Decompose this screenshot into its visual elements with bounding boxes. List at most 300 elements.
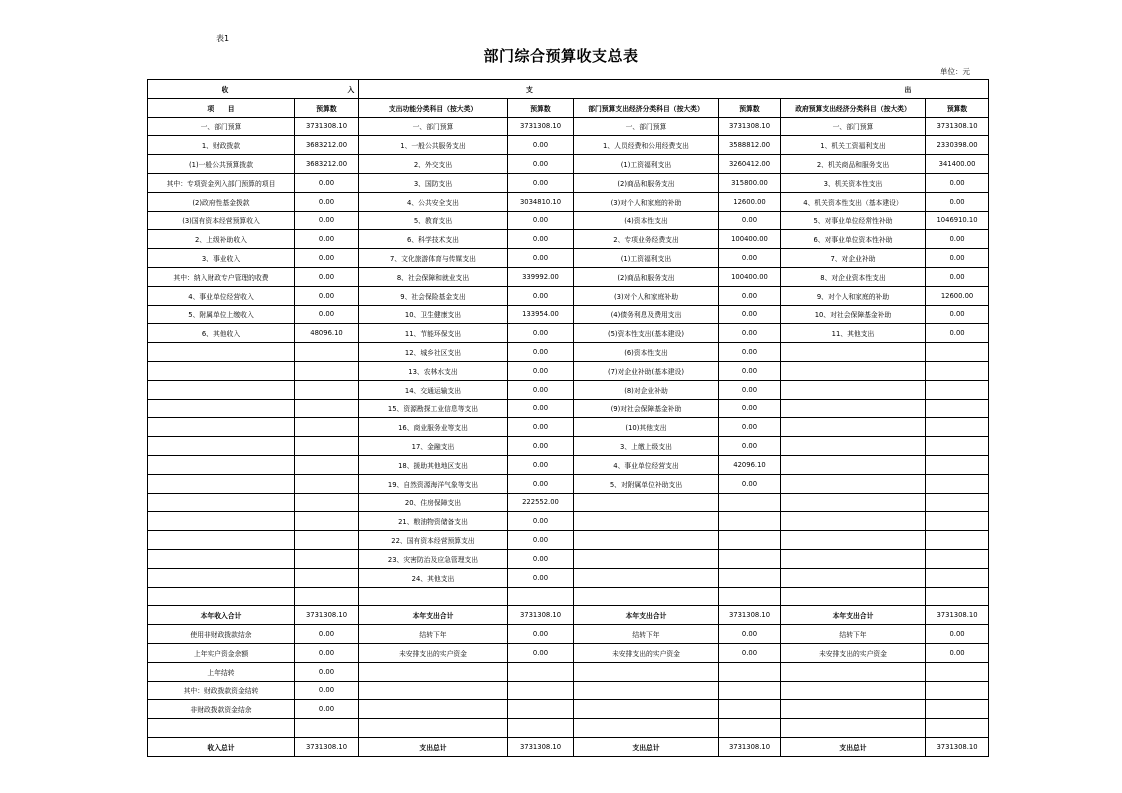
gov-econ-amount-cell: 0.00	[926, 625, 989, 644]
function-amount-cell: 0.00	[508, 437, 574, 456]
dept-econ-amount-cell: 3731308.10	[719, 606, 781, 625]
gov-econ-item-cell	[781, 512, 926, 531]
gov-econ-amount-cell: 1046910.10	[926, 211, 989, 230]
gov-econ-amount-cell: 0.00	[926, 230, 989, 249]
dept-econ-amount-cell	[719, 531, 781, 550]
function-item-cell: 5、教育支出	[359, 211, 508, 230]
gov-econ-item-cell	[781, 681, 926, 700]
function-amount-cell: 0.00	[508, 343, 574, 362]
dept-econ-amount-cell	[719, 662, 781, 681]
function-item-cell: 支出功能分类科目（按大类）	[359, 98, 508, 117]
income-item-cell	[148, 380, 295, 399]
income-amount-cell: 0.00	[295, 230, 359, 249]
function-amount-cell: 339992.00	[508, 267, 574, 286]
function-item-cell	[359, 587, 508, 606]
function-amount-cell: 预算数	[508, 98, 574, 117]
gov-econ-item-cell: 5、对事业单位经常性补助	[781, 211, 926, 230]
income-item-cell: 收入总计	[148, 737, 295, 756]
gov-econ-item-cell	[781, 437, 926, 456]
income-amount-cell	[295, 361, 359, 380]
table-number: 表1	[216, 34, 230, 43]
function-amount-cell: 0.00	[508, 455, 574, 474]
function-item-cell: 本年支出合计	[359, 606, 508, 625]
gov-econ-item-cell	[781, 474, 926, 493]
table-row	[148, 173, 989, 192]
function-amount-cell: 133954.00	[508, 305, 574, 324]
dept-econ-amount-cell: 315800.00	[719, 173, 781, 192]
gov-econ-item-cell: 2、机关商品和服务支出	[781, 155, 926, 174]
dept-econ-item-cell: (3)对个人和家庭补助	[574, 286, 719, 305]
income-amount-cell	[295, 568, 359, 587]
function-item-cell: 19、自然资源海洋气象等支出	[359, 474, 508, 493]
income-header-char-1: 收	[221, 86, 229, 94]
function-item-cell: 22、国有资本经营预算支出	[359, 531, 508, 550]
dept-econ-amount-cell: 0.00	[719, 211, 781, 230]
income-amount-cell	[295, 531, 359, 550]
gov-econ-amount-cell	[926, 681, 989, 700]
income-item-cell: (3)国有资本经营预算收入	[148, 211, 295, 230]
table-row	[148, 474, 989, 493]
function-item-cell: 7、文化旅游体育与传媒支出	[359, 249, 508, 268]
gov-econ-item-cell	[781, 380, 926, 399]
dept-econ-amount-cell	[719, 681, 781, 700]
table-row	[148, 493, 989, 512]
dept-econ-item-cell	[574, 512, 719, 531]
gov-econ-item-cell	[781, 549, 926, 568]
function-item-cell: 12、城乡社区支出	[359, 343, 508, 362]
income-amount-cell: 3683212.00	[295, 155, 359, 174]
function-item-cell: 15、资源勘探工业信息等支出	[359, 399, 508, 418]
expense-header-char-1: 支	[525, 85, 533, 94]
function-amount-cell: 0.00	[508, 230, 574, 249]
dept-econ-item-cell	[574, 493, 719, 512]
income-amount-cell: 48096.10	[295, 324, 359, 343]
table-row	[148, 399, 989, 418]
table-row	[148, 305, 989, 324]
income-item-cell: 4、事业单位经营收入	[148, 286, 295, 305]
gov-econ-item-cell	[781, 662, 926, 681]
function-amount-cell	[508, 700, 574, 719]
gov-econ-amount-cell	[926, 493, 989, 512]
function-amount-cell: 3731308.10	[508, 117, 574, 136]
function-amount-cell: 3731308.10	[508, 606, 574, 625]
page-title: 部门综合预算收支总表	[483, 47, 639, 65]
income-header-char-2: 入	[347, 86, 355, 94]
function-amount-cell: 3731308.10	[508, 737, 574, 756]
income-item-cell: 使用非财政拨款结余	[148, 625, 295, 644]
gov-econ-item-cell: 7、对企业补助	[781, 249, 926, 268]
dept-econ-amount-cell: 0.00	[719, 418, 781, 437]
function-amount-cell: 0.00	[508, 549, 574, 568]
function-amount-cell: 0.00	[508, 286, 574, 305]
income-amount-cell	[295, 474, 359, 493]
gov-econ-item-cell	[781, 587, 926, 606]
income-item-cell	[148, 587, 295, 606]
dept-econ-amount-cell: 3731308.10	[719, 737, 781, 756]
dept-econ-amount-cell: 100400.00	[719, 230, 781, 249]
income-amount-cell: 0.00	[295, 249, 359, 268]
dept-econ-item-cell	[574, 662, 719, 681]
table-row	[148, 531, 989, 550]
income-item-cell: (2)政府性基金拨款	[148, 192, 295, 211]
income-amount-cell: 0.00	[295, 286, 359, 305]
gov-econ-amount-cell	[926, 399, 989, 418]
income-amount-cell: 0.00	[295, 625, 359, 644]
gov-econ-amount-cell	[926, 700, 989, 719]
expense-section-header	[359, 80, 989, 99]
income-amount-cell: 0.00	[295, 173, 359, 192]
table-row	[148, 324, 989, 343]
income-amount-cell: 0.00	[295, 305, 359, 324]
function-item-cell: 结转下年	[359, 625, 508, 644]
gov-econ-amount-cell: 2330398.00	[926, 136, 989, 155]
income-amount-cell	[295, 418, 359, 437]
function-item-cell: 13、农林水支出	[359, 361, 508, 380]
dept-econ-item-cell	[574, 568, 719, 587]
income-item-cell	[148, 493, 295, 512]
function-item-cell: 支出总计	[359, 737, 508, 756]
gov-econ-amount-cell	[926, 343, 989, 362]
dept-econ-item-cell: (2)商品和服务支出	[574, 173, 719, 192]
income-amount-cell	[295, 493, 359, 512]
dept-econ-item-cell	[574, 700, 719, 719]
dept-econ-amount-cell: 0.00	[719, 625, 781, 644]
income-item-cell	[148, 568, 295, 587]
income-item-cell: 非财政拨款资金结余	[148, 700, 295, 719]
function-item-cell: 2、外交支出	[359, 155, 508, 174]
expense-header-char-2: 出	[904, 85, 912, 94]
gov-econ-amount-cell	[926, 437, 989, 456]
grand-total-row	[148, 737, 989, 756]
dept-econ-amount-cell: 0.00	[719, 399, 781, 418]
income-amount-cell: 0.00	[295, 662, 359, 681]
function-amount-cell: 0.00	[508, 173, 574, 192]
gov-econ-amount-cell	[926, 380, 989, 399]
dept-econ-item-cell: (2)商品和服务支出	[574, 267, 719, 286]
table-row	[148, 700, 989, 719]
function-item-cell: 8、社会保障和就业支出	[359, 267, 508, 286]
gov-econ-amount-cell: 3731308.10	[926, 117, 989, 136]
dept-econ-amount-cell: 0.00	[719, 286, 781, 305]
table-row	[148, 361, 989, 380]
function-item-cell: 3、国防支出	[359, 173, 508, 192]
function-amount-cell: 222552.00	[508, 493, 574, 512]
gov-econ-amount-cell: 3731308.10	[926, 606, 989, 625]
table-row	[148, 643, 989, 662]
function-amount-cell: 0.00	[508, 568, 574, 587]
income-item-cell: 其中：专项资金列入部门预算的项目	[148, 173, 295, 192]
gov-econ-amount-cell	[926, 531, 989, 550]
gov-econ-amount-cell	[926, 474, 989, 493]
income-amount-cell	[295, 399, 359, 418]
income-amount-cell	[295, 343, 359, 362]
column-header-row	[148, 98, 989, 117]
dept-econ-item-cell: 支出总计	[574, 737, 719, 756]
table-row	[148, 418, 989, 437]
function-amount-cell: 0.00	[508, 418, 574, 437]
dept-econ-item-cell	[574, 531, 719, 550]
function-amount-cell: 0.00	[508, 361, 574, 380]
income-amount-cell: 0.00	[295, 700, 359, 719]
income-item-cell: 5、附属单位上缴收入	[148, 305, 295, 324]
dept-econ-item-cell: (10)其他支出	[574, 418, 719, 437]
unit-label: 单位：元	[940, 67, 970, 76]
function-item-cell: 24、其他支出	[359, 568, 508, 587]
function-item-cell: 20、住房保障支出	[359, 493, 508, 512]
dept-econ-amount-cell: 0.00	[719, 324, 781, 343]
gov-econ-amount-cell: 预算数	[926, 98, 989, 117]
function-item-cell: 一、部门预算	[359, 117, 508, 136]
income-amount-cell: 0.00	[295, 267, 359, 286]
dept-econ-amount-cell: 0.00	[719, 643, 781, 662]
dept-econ-item-cell: (3)对个人和家庭的补助	[574, 192, 719, 211]
dept-econ-item-cell: 本年支出合计	[574, 606, 719, 625]
function-item-cell: 18、援助其他地区支出	[359, 455, 508, 474]
income-amount-cell: 预算数	[295, 98, 359, 117]
income-amount-cell	[295, 719, 359, 738]
gov-econ-item-cell: 3、机关资本性支出	[781, 173, 926, 192]
income-item-cell: 其中：财政拨款资金结转	[148, 681, 295, 700]
dept-econ-amount-cell	[719, 512, 781, 531]
function-amount-cell: 0.00	[508, 531, 574, 550]
income-amount-cell: 0.00	[295, 211, 359, 230]
gov-econ-item-cell: 未安排支出的实户资金	[781, 643, 926, 662]
table-row	[148, 230, 989, 249]
income-item-cell: 2、上级补助收入	[148, 230, 295, 249]
gov-econ-item-cell: 政府预算支出经济分类科目（按大类）	[781, 98, 926, 117]
dept-econ-amount-cell	[719, 568, 781, 587]
function-item-cell: 14、交通运输支出	[359, 380, 508, 399]
gov-econ-item-cell: 本年支出合计	[781, 606, 926, 625]
income-amount-cell	[295, 512, 359, 531]
function-amount-cell: 0.00	[508, 643, 574, 662]
income-item-cell: 3、事业收入	[148, 249, 295, 268]
function-item-cell: 16、商业服务业等支出	[359, 418, 508, 437]
income-item-cell: 项 目	[148, 98, 295, 117]
dept-econ-item-cell: (5)资本性支出(基本建设)	[574, 324, 719, 343]
income-item-cell: 1、财政拨款	[148, 136, 295, 155]
gov-econ-item-cell	[781, 418, 926, 437]
gov-econ-item-cell	[781, 719, 926, 738]
dept-econ-item-cell	[574, 719, 719, 738]
dept-econ-item-cell: (7)对企业补助(基本建设)	[574, 361, 719, 380]
dept-econ-amount-cell: 100400.00	[719, 267, 781, 286]
income-item-cell	[148, 474, 295, 493]
annual-total-row	[148, 606, 989, 625]
table-row	[148, 192, 989, 211]
dept-econ-amount-cell: 0.00	[719, 305, 781, 324]
gov-econ-amount-cell: 0.00	[926, 643, 989, 662]
table-row	[148, 249, 989, 268]
gov-econ-item-cell	[781, 343, 926, 362]
function-item-cell: 17、金融支出	[359, 437, 508, 456]
table-row	[148, 380, 989, 399]
gov-econ-amount-cell: 3731308.10	[926, 737, 989, 756]
dept-econ-item-cell: 2、专项业务经费支出	[574, 230, 719, 249]
gov-econ-item-cell: 11、其他支出	[781, 324, 926, 343]
function-amount-cell	[508, 662, 574, 681]
function-amount-cell: 0.00	[508, 249, 574, 268]
dept-econ-amount-cell	[719, 493, 781, 512]
income-item-cell	[148, 512, 295, 531]
function-amount-cell: 0.00	[508, 474, 574, 493]
dept-econ-amount-cell: 3731308.10	[719, 117, 781, 136]
dept-econ-item-cell: (8)对企业补助	[574, 380, 719, 399]
gov-econ-item-cell	[781, 568, 926, 587]
gov-econ-amount-cell	[926, 662, 989, 681]
dept-econ-item-cell: 结转下年	[574, 625, 719, 644]
dept-econ-item-cell: (4)资本性支出	[574, 211, 719, 230]
income-amount-cell	[295, 587, 359, 606]
table-row	[148, 136, 989, 155]
income-item-cell: (1)一般公共预算拨款	[148, 155, 295, 174]
dept-econ-item-cell: 5、对附属单位补助支出	[574, 474, 719, 493]
function-amount-cell: 0.00	[508, 324, 574, 343]
table-row	[148, 719, 989, 738]
table-row	[148, 625, 989, 644]
dept-econ-item-cell: 未安排支出的实户资金	[574, 643, 719, 662]
function-item-cell	[359, 700, 508, 719]
gov-econ-item-cell: 支出总计	[781, 737, 926, 756]
dept-econ-amount-cell: 0.00	[719, 380, 781, 399]
dept-econ-item-cell: 一、部门预算	[574, 117, 719, 136]
gov-econ-amount-cell: 0.00	[926, 249, 989, 268]
function-item-cell: 1、一般公共服务支出	[359, 136, 508, 155]
table-row	[148, 512, 989, 531]
income-item-cell	[148, 418, 295, 437]
income-item-cell: 6、其他收入	[148, 324, 295, 343]
dept-econ-amount-cell: 0.00	[719, 343, 781, 362]
table-row	[148, 117, 989, 136]
function-item-cell	[359, 719, 508, 738]
function-amount-cell: 0.00	[508, 512, 574, 531]
dept-econ-item-cell: (4)债务利息及费用支出	[574, 305, 719, 324]
gov-econ-amount-cell: 0.00	[926, 267, 989, 286]
table-row	[148, 455, 989, 474]
dept-econ-item-cell: 1、人员经费和公用经费支出	[574, 136, 719, 155]
dept-econ-amount-cell: 42096.10	[719, 455, 781, 474]
gov-econ-amount-cell: 0.00	[926, 305, 989, 324]
table-row	[148, 286, 989, 305]
gov-econ-item-cell: 一、部门预算	[781, 117, 926, 136]
income-item-cell	[148, 437, 295, 456]
dept-econ-item-cell: 3、上缴上级支出	[574, 437, 719, 456]
gov-econ-item-cell	[781, 493, 926, 512]
dept-econ-item-cell	[574, 681, 719, 700]
gov-econ-amount-cell	[926, 568, 989, 587]
income-amount-cell: 3731308.10	[295, 737, 359, 756]
gov-econ-amount-cell	[926, 418, 989, 437]
dept-econ-item-cell: (1)工资福利支出	[574, 155, 719, 174]
function-item-cell	[359, 662, 508, 681]
function-item-cell: 23、灾害防治及应急管理支出	[359, 549, 508, 568]
dept-econ-amount-cell: 预算数	[719, 98, 781, 117]
gov-econ-item-cell: 结转下年	[781, 625, 926, 644]
income-item-cell: 本年收入合计	[148, 606, 295, 625]
dept-econ-item-cell: (9)对社会保障基金补助	[574, 399, 719, 418]
income-item-cell	[148, 361, 295, 380]
function-item-cell	[359, 681, 508, 700]
section-header-row	[148, 80, 989, 99]
dept-econ-amount-cell: 0.00	[719, 249, 781, 268]
budget-summary-table	[147, 79, 989, 757]
dept-econ-amount-cell	[719, 719, 781, 738]
dept-econ-amount-cell: 0.00	[719, 437, 781, 456]
dept-econ-amount-cell: 3260412.00	[719, 155, 781, 174]
dept-econ-item-cell: 4、事业单位经营支出	[574, 455, 719, 474]
income-amount-cell: 0.00	[295, 681, 359, 700]
gov-econ-amount-cell	[926, 587, 989, 606]
income-amount-cell	[295, 549, 359, 568]
gov-econ-amount-cell	[926, 719, 989, 738]
income-item-cell	[148, 455, 295, 474]
income-amount-cell: 3731308.10	[295, 606, 359, 625]
gov-econ-item-cell	[781, 531, 926, 550]
income-item-cell	[148, 549, 295, 568]
gov-econ-amount-cell: 0.00	[926, 173, 989, 192]
function-amount-cell: 0.00	[508, 136, 574, 155]
gov-econ-item-cell	[781, 399, 926, 418]
income-amount-cell	[295, 455, 359, 474]
gov-econ-amount-cell: 0.00	[926, 192, 989, 211]
dept-econ-amount-cell: 3588812.00	[719, 136, 781, 155]
dept-econ-amount-cell: 0.00	[719, 474, 781, 493]
table-row	[148, 267, 989, 286]
dept-econ-item-cell: 部门预算支出经济分类科目（按大类）	[574, 98, 719, 117]
income-amount-cell	[295, 437, 359, 456]
function-amount-cell: 0.00	[508, 211, 574, 230]
dept-econ-item-cell: (6)资本性支出	[574, 343, 719, 362]
function-amount-cell: 0.00	[508, 155, 574, 174]
gov-econ-amount-cell	[926, 361, 989, 380]
gov-econ-item-cell: 9、对个人和家庭的补助	[781, 286, 926, 305]
function-item-cell: 10、卫生健康支出	[359, 305, 508, 324]
gov-econ-amount-cell: 12600.00	[926, 286, 989, 305]
function-amount-cell	[508, 719, 574, 738]
income-item-cell	[148, 719, 295, 738]
dept-econ-item-cell	[574, 549, 719, 568]
gov-econ-item-cell: 1、机关工资福利支出	[781, 136, 926, 155]
gov-econ-item-cell	[781, 700, 926, 719]
income-amount-cell: 3731308.10	[295, 117, 359, 136]
income-amount-cell	[295, 380, 359, 399]
table-row	[148, 587, 989, 606]
table-row	[148, 662, 989, 681]
table-row	[148, 437, 989, 456]
function-item-cell: 11、节能环保支出	[359, 324, 508, 343]
table-row	[148, 549, 989, 568]
income-item-cell: 一、部门预算	[148, 117, 295, 136]
income-item-cell	[148, 399, 295, 418]
income-amount-cell: 0.00	[295, 192, 359, 211]
dept-econ-amount-cell	[719, 700, 781, 719]
table-row	[148, 681, 989, 700]
dept-econ-amount-cell: 0.00	[719, 361, 781, 380]
gov-econ-item-cell: 8、对企业资本性支出	[781, 267, 926, 286]
gov-econ-item-cell	[781, 361, 926, 380]
function-amount-cell: 0.00	[508, 380, 574, 399]
dept-econ-item-cell: (1)工资福利支出	[574, 249, 719, 268]
gov-econ-item-cell: 10、对社会保障基金补助	[781, 305, 926, 324]
function-amount-cell: 3034810.10	[508, 192, 574, 211]
function-item-cell: 6、科学技术支出	[359, 230, 508, 249]
gov-econ-item-cell: 4、机关资本性支出（基本建设）	[781, 192, 926, 211]
function-item-cell: 21、粮油物资储备支出	[359, 512, 508, 531]
income-item-cell: 其中：纳入财政专户管理的收费	[148, 267, 295, 286]
gov-econ-amount-cell	[926, 549, 989, 568]
gov-econ-amount-cell	[926, 512, 989, 531]
table-row	[148, 568, 989, 587]
